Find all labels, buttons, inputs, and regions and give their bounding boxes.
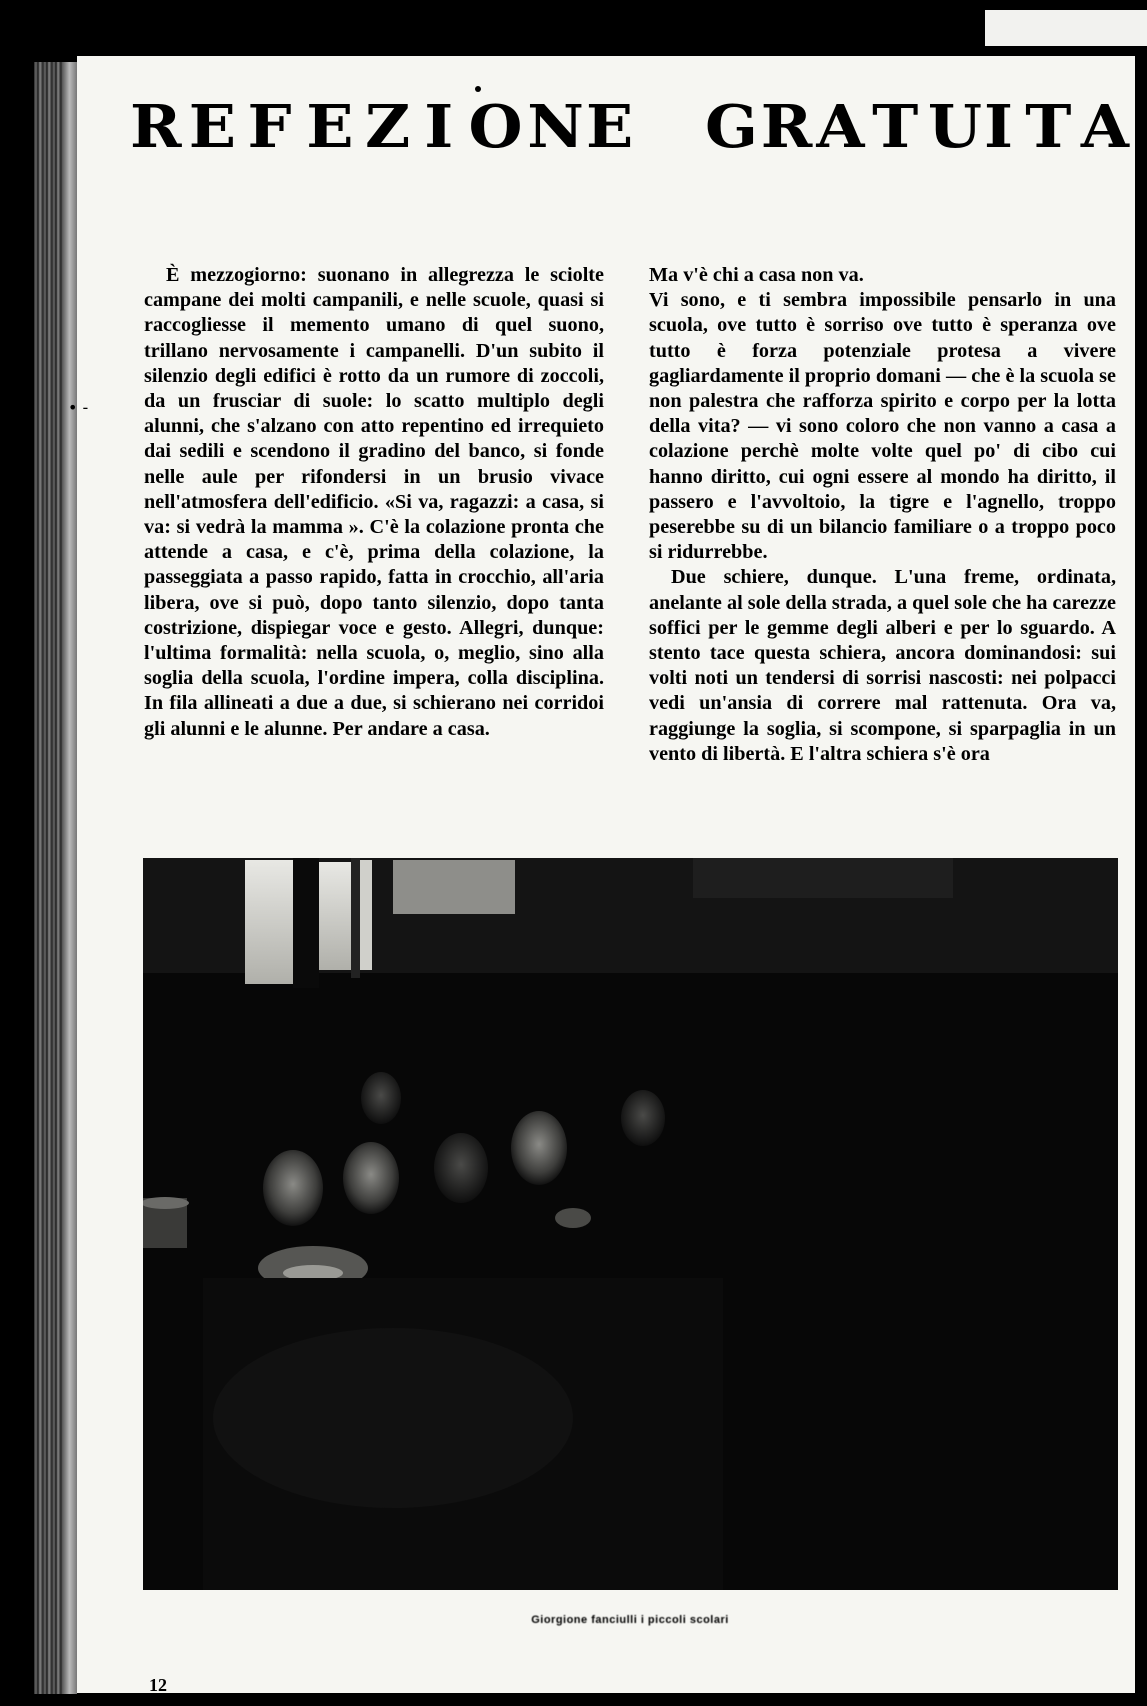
article-headline xyxy=(130,91,1130,162)
headline-letter: I xyxy=(984,91,1014,162)
headline-letter: E xyxy=(188,91,237,162)
headline-letter: Z xyxy=(365,91,411,162)
article-column-left xyxy=(144,263,604,742)
child-face xyxy=(511,1111,567,1185)
headline-letter: T xyxy=(1025,91,1072,162)
child-face xyxy=(263,1150,323,1226)
photo-caption: Giorgione fanciulli i piccoli scolari xyxy=(531,1614,729,1626)
headline-word-2 xyxy=(705,91,1130,162)
headline-letter: F xyxy=(247,91,292,162)
window-pane xyxy=(393,860,515,914)
scan-corner-strip xyxy=(985,10,1147,46)
headline-letter: G xyxy=(705,91,758,162)
binding-edge-highlight xyxy=(62,62,77,1694)
headline-letter: O xyxy=(468,91,523,162)
paragraph: È mezzogiorno: suonano in allegrezza le sciolte campane dei molti campanili, e nelle scuole, quasi si raccogliesse il memento umano di quel suono, trillano nervosamente i campanelli. D'un subito il silenzio degli edifici è rotto da un rumore di zoccoli, da un frusciar di suole: lo scatto multiplo degli alunni, che s'alzano con atto repentino ed irrequieto dai sedili e scendono il gradino del banco, si fonde nelle aule per rifondersi in un brusio vivace nell'atmosfera dell'edificio. «Si va, ragazzi: a casa, si va: si vedrà la mamma ». C'è la colazione pronta che attende a casa, e c'è, prima della colazione, la passeggiata a passo rapido, fatta in crocchio, all'aria libera, ove si può, dopo tanto silenzio, dopo tanta costrizione, dispiegar voce e gesto. Allegri, dunque: l'ultima formalità: nella scuola, o, meglio, sino alla soglia della scuola, l'ordine impera, colla disciplina. In fila allineati a due a due, si schierano nei corridoi gli alunni e le alunne. Per andare a casa. xyxy=(144,264,604,740)
headline-letter: A xyxy=(1080,91,1130,162)
article-column-right xyxy=(649,263,1116,767)
headline-letter: E xyxy=(586,91,634,162)
headline-letter: E xyxy=(306,91,354,162)
child-face xyxy=(434,1133,488,1203)
margin-mark: • - xyxy=(68,398,89,417)
window-pane xyxy=(319,862,351,970)
headline-letter: A xyxy=(816,91,865,162)
headline-letter: N xyxy=(527,91,584,162)
page-number: 12 xyxy=(149,1675,167,1695)
headline-word-1 xyxy=(130,91,634,162)
headline-letter: I xyxy=(424,91,454,162)
headline-letter: R xyxy=(130,91,182,162)
paragraph: Ma v'è chi a casa non va. xyxy=(649,264,864,286)
paragraph: Vi sono, e ti sembra impossibile pensarlo in una scuola, ove tutto è sorriso ove tutto è speranza ove tutto è forza potenziale protesa a vivere gagliardamente il proprio domani — che è la scuola se non palestra che rafforza spirito e corpo per la lotta della vita? — vi sono coloro che non vanno a casa a colazione perchè molte volte quel po' di cibo cui hanno diritto, cui ogni essere al mondo ha diritto, il passero e l'avvoltoio, la tigre e l'agnello, troppo peserebbe su di un bilancio familiare o a troppo poco si ridurrebbe. xyxy=(649,289,1116,564)
photo-illustration xyxy=(143,858,1118,1590)
headline-letter: U xyxy=(927,91,982,162)
window-pane xyxy=(360,860,372,970)
window-pane xyxy=(245,860,293,984)
headline-letter: T xyxy=(872,91,919,162)
headline-letter: R xyxy=(760,91,813,162)
child-face xyxy=(621,1090,665,1146)
paragraph: Due schiere, dunque. L'una freme, ordinata, anelante al sole della strada, a quel sole che ha carezze soffici per le gemme degli alberi e per lo sguardo. A stento tace questa schiera, ancora dominandosi: sui volti noti un tendersi di sorrisi nascosti: nei polpacci vedi un'ansia di correre mal rattenuta. Ora va, raggiunge la soglia, si scompone, si sparpaglia in un vento di libertà. E l'altra schiera s'è ora xyxy=(649,566,1116,765)
child-face xyxy=(343,1142,399,1214)
classroom-photo xyxy=(143,858,1118,1590)
child-face xyxy=(361,1072,401,1124)
